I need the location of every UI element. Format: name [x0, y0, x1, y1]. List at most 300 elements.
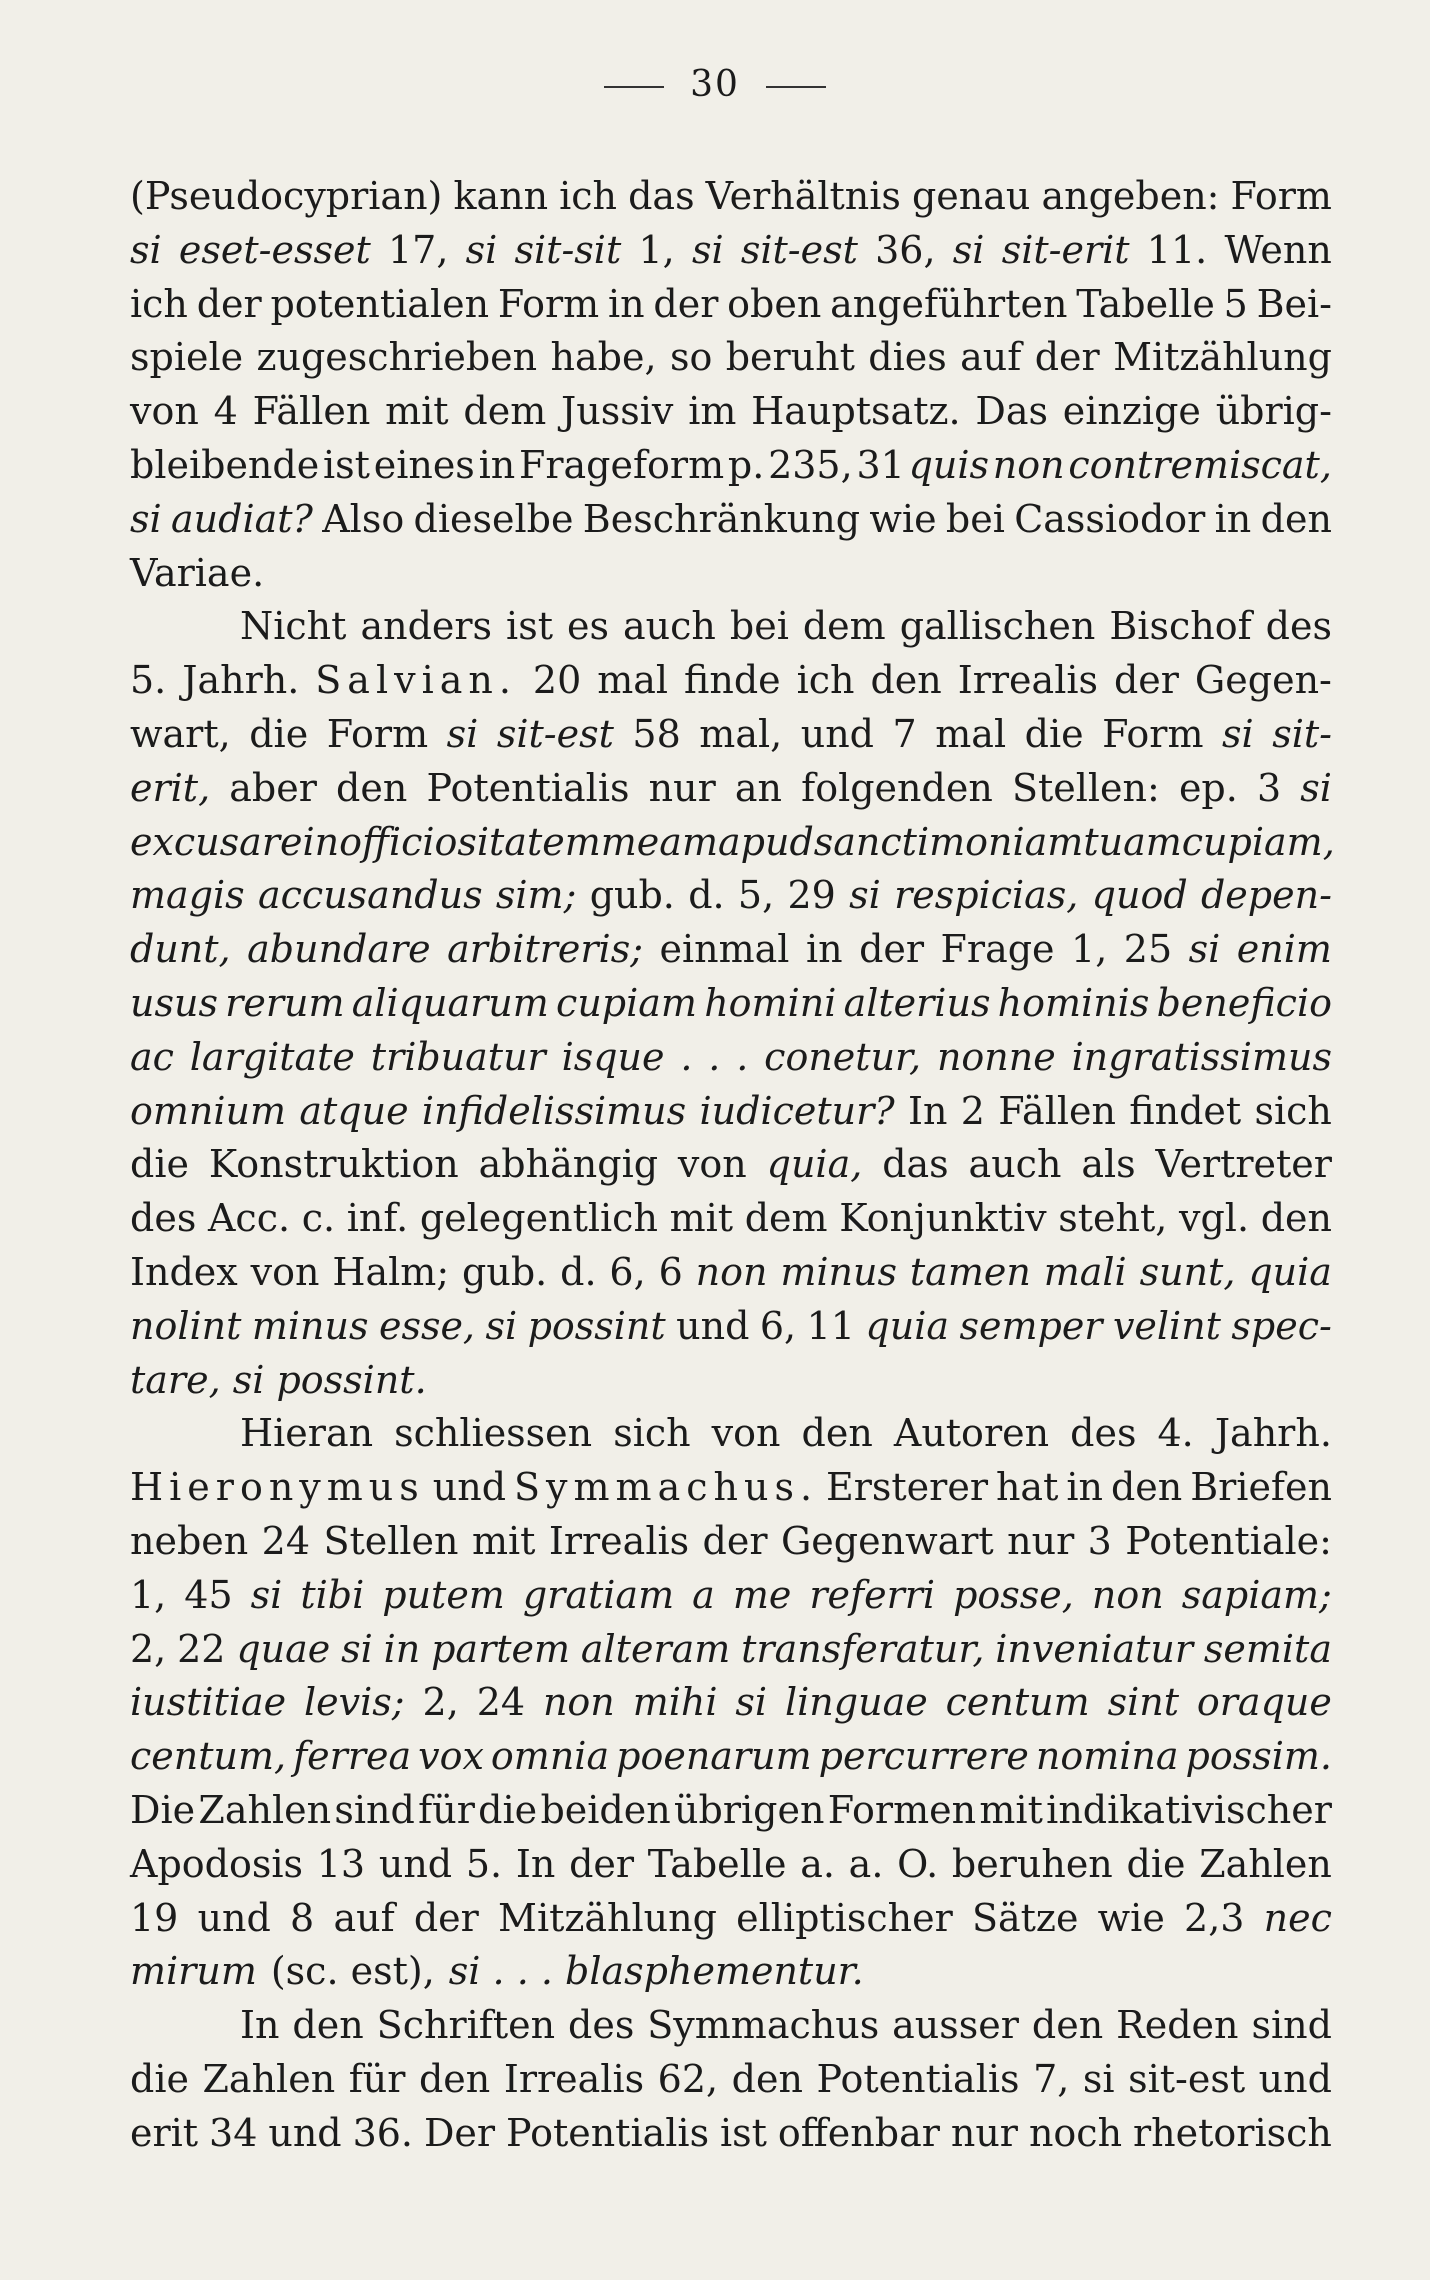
word: Stellen: — [1011, 765, 1160, 810]
word: mit — [669, 1196, 734, 1241]
latin-word: spec- — [1231, 1303, 1332, 1348]
word: sich — [1254, 1088, 1332, 1133]
word: nur — [950, 2110, 1018, 2155]
word: Halm; — [332, 1249, 450, 1294]
latin-word: alteram — [580, 1626, 731, 1671]
text-line — [130, 1569, 1332, 1623]
word: ich — [559, 174, 618, 218]
word: mal — [597, 658, 669, 703]
word: 5. — [130, 658, 167, 703]
word: in — [805, 927, 843, 972]
word: Apodosis — [130, 1841, 304, 1886]
text-line — [130, 1945, 1332, 1999]
latin-word: possint — [527, 1303, 666, 1348]
word: Beschränkung — [582, 496, 861, 541]
latin-word: tribuatur — [370, 1034, 546, 1079]
word: der — [859, 927, 925, 972]
latin-word: poenarum — [616, 1734, 812, 1779]
latin-word: non — [542, 1680, 615, 1725]
word: 3 — [1087, 1518, 1112, 1563]
latin-word: erit, — [130, 765, 211, 810]
latin-word: si — [735, 1680, 768, 1725]
latin-word: sit-est — [496, 711, 614, 756]
word: 11. — [1146, 227, 1208, 272]
word: si — [1082, 2056, 1115, 2101]
word: den — [870, 658, 942, 703]
word: wart, — [130, 711, 231, 756]
word: Form — [497, 281, 600, 326]
word: Gegen- — [1194, 658, 1332, 703]
word: kann — [453, 174, 549, 218]
latin-word: centum — [945, 1680, 1090, 1725]
latin-word: quis — [908, 442, 990, 487]
header-dash-left — [604, 86, 664, 88]
word: Potentiale: — [1125, 1518, 1332, 1563]
latin-word: a — [692, 1572, 715, 1617]
word: ist — [323, 442, 370, 487]
latin-word: . — [708, 1034, 721, 1079]
text-line — [130, 331, 1332, 385]
word: und — [197, 1895, 271, 1940]
header-dash-right — [766, 86, 826, 88]
latin-word: hominis — [997, 980, 1150, 1025]
latin-word: arbitreris; — [447, 927, 644, 972]
word: auch — [622, 604, 716, 649]
word: den — [731, 2056, 803, 2101]
latin-word: apud — [717, 819, 814, 864]
word: von — [711, 1411, 781, 1456]
latin-word: eset-esset — [178, 227, 371, 272]
text-line — [130, 1031, 1332, 1085]
latin-word: atque — [299, 1088, 409, 1133]
word: rhetorisch — [1133, 2110, 1332, 2155]
text-line — [130, 816, 1335, 870]
word: schliessen — [394, 1411, 593, 1456]
word: bei — [945, 496, 1005, 541]
latin-word: me — [732, 1572, 792, 1617]
word: der — [569, 1841, 635, 1886]
latin-word: quia, — [766, 1142, 863, 1187]
word: beruhen — [951, 1841, 1113, 1886]
word: 29 — [787, 873, 836, 918]
word: nur — [648, 765, 716, 810]
word: 2 — [960, 1088, 985, 1133]
word: Potentialis — [506, 2110, 710, 2155]
word: der — [702, 1518, 768, 1563]
latin-word: depen- — [1200, 873, 1332, 918]
word: Jahrh. — [1214, 1411, 1332, 1456]
word: genau — [911, 174, 1031, 218]
word: und — [378, 1841, 453, 1886]
word: steht, — [1058, 1196, 1168, 1241]
word: bleibende — [130, 442, 320, 487]
word: Fällen — [252, 389, 371, 434]
latin-word: in — [383, 1626, 421, 1671]
latin-word: omnium — [130, 1088, 287, 1133]
word: in — [607, 281, 645, 326]
word: des — [1265, 604, 1332, 649]
word: 31 — [856, 442, 905, 487]
word: den — [1260, 1196, 1332, 1241]
word: hat — [995, 1465, 1059, 1510]
word: den — [418, 2056, 491, 2101]
word: Bischof — [1109, 604, 1252, 649]
word: c. — [301, 1196, 336, 1241]
word: Stellen — [323, 1518, 459, 1563]
word: 25 — [1123, 927, 1173, 972]
text-line — [130, 1461, 1332, 1515]
latin-word: sit- — [1272, 711, 1332, 756]
latin-word: referri — [809, 1572, 936, 1617]
latin-word: dunt, — [130, 927, 231, 972]
word: Konstruktion — [208, 1142, 459, 1187]
word: Symmachus — [647, 2003, 880, 2048]
latin-word: partem — [431, 1626, 571, 1671]
latin-word: alterius — [843, 980, 991, 1025]
latin-word: sit-est — [740, 227, 858, 272]
word: folgenden — [801, 765, 993, 810]
word: Hieronymus — [130, 1465, 425, 1510]
latin-word: non — [992, 442, 1065, 487]
latin-word: iudicetur? — [699, 1088, 895, 1133]
latin-word: minus — [251, 1303, 369, 1348]
word: Wenn — [1224, 227, 1332, 272]
latin-word: non — [1091, 1572, 1164, 1617]
word: übrig- — [1215, 389, 1332, 434]
word: gub. — [589, 873, 675, 918]
word: neben — [130, 1518, 249, 1563]
latin-word: contremiscat, — [1068, 442, 1332, 487]
text-line — [130, 1138, 1332, 1192]
word: 17, — [387, 227, 449, 272]
word: als — [1081, 1142, 1136, 1187]
text-line — [130, 385, 1332, 439]
word: auch — [968, 1142, 1062, 1187]
word: spiele — [130, 335, 244, 380]
text-line — [130, 1300, 1332, 1354]
latin-word: audiat? — [170, 496, 313, 541]
word: beiden — [540, 1787, 671, 1832]
word: Tabelle — [647, 1841, 787, 1886]
latin-word: beneficio — [1156, 980, 1332, 1025]
text-line — [130, 1407, 1332, 1461]
latin-word: respicias, — [894, 873, 1079, 918]
word: dem — [463, 389, 547, 434]
word: Form — [1102, 711, 1204, 756]
word: zugeschrieben — [256, 335, 538, 380]
word: Mitzählung — [498, 1895, 717, 1940]
text-line — [130, 600, 1332, 654]
latin-word: si . . . blasphementur. — [448, 1949, 864, 1994]
text-line — [130, 224, 1332, 278]
word: 36, — [875, 227, 936, 272]
word: Die — [130, 1787, 196, 1832]
word: bei — [729, 604, 789, 649]
word: den — [1031, 2003, 1104, 2048]
latin-word: aliquarum — [351, 980, 549, 1025]
word: 5, — [737, 873, 775, 918]
word: übrigen — [674, 1787, 825, 1832]
word: Frageform — [518, 442, 725, 487]
word: Irrealis — [957, 658, 1099, 703]
word: den — [1110, 1465, 1183, 1510]
word: mit — [385, 389, 449, 434]
word: und — [676, 1303, 750, 1348]
word: Form — [1230, 174, 1332, 218]
word: (Pseudocyprian) — [130, 174, 443, 218]
latin-word: minus — [780, 1249, 898, 1294]
word: Also — [322, 496, 405, 541]
word: 1, — [130, 1572, 167, 1617]
word: das — [628, 174, 695, 218]
latin-word: nolint — [130, 1303, 242, 1348]
latin-word: nec — [1263, 1895, 1332, 1940]
word: 2,3 — [1184, 1895, 1245, 1940]
word: 1, — [638, 227, 675, 272]
latin-word: si — [485, 1303, 518, 1348]
word: finde — [684, 658, 781, 703]
word: 1, — [1071, 927, 1108, 972]
word: potentialen — [270, 281, 490, 326]
word: von — [250, 1249, 320, 1294]
word: indikativischer — [1046, 1787, 1332, 1832]
word: Potentialis — [816, 2056, 1020, 2101]
latin-word: sunt, — [1139, 1249, 1236, 1294]
word: Irrealis — [503, 2056, 645, 2101]
text-line — [130, 170, 1332, 224]
latin-word: quia — [865, 1303, 950, 1348]
word: dies — [868, 335, 947, 380]
latin-word: levis; — [304, 1680, 405, 1725]
latin-word: mali — [1043, 1249, 1127, 1294]
word: 235, — [768, 442, 853, 487]
text-line — [130, 869, 1332, 923]
latin-word: si — [1222, 711, 1254, 756]
page-number: 30 — [690, 64, 740, 105]
word: 62, — [657, 2056, 719, 2101]
word: Variae. — [130, 550, 265, 595]
word: In — [515, 1841, 556, 1886]
text-line — [130, 1623, 1332, 1677]
word: der — [196, 281, 262, 326]
word: ep. — [1178, 765, 1238, 810]
body-text — [130, 170, 1335, 2160]
word: Zahlen — [1199, 1841, 1332, 1886]
latin-word: transferatur, — [741, 1626, 985, 1671]
word: 11 — [806, 1303, 855, 1348]
word: 6 — [658, 1249, 683, 1294]
text-line — [130, 2053, 1332, 2107]
word: gelegentlich — [419, 1196, 658, 1241]
latin-word: sapiam; — [1181, 1572, 1332, 1617]
word: Fällen — [998, 1088, 1116, 1133]
word: 4 — [213, 389, 238, 434]
latin-word: . — [736, 1034, 749, 1079]
text-line — [130, 654, 1332, 708]
word: noch — [1028, 2110, 1123, 2155]
word: 8 — [290, 1895, 315, 1940]
word: Jussiv — [561, 389, 674, 434]
word: gallischen — [899, 604, 1096, 649]
latin-word: sint — [1107, 1680, 1179, 1725]
word: so — [669, 335, 713, 380]
word: O. — [897, 1841, 939, 1886]
word: der — [1113, 658, 1179, 703]
latin-word: oraque — [1196, 1680, 1332, 1725]
word: ich — [130, 281, 188, 326]
word: die — [130, 2056, 189, 2101]
word: Irrealis — [548, 1518, 690, 1563]
latin-word: velint — [1112, 1303, 1221, 1348]
word: Schriften — [376, 2003, 556, 2048]
word: oben — [727, 281, 822, 326]
word: 5 — [1223, 281, 1248, 326]
word: Autoren — [893, 1411, 1050, 1456]
text-line — [130, 762, 1332, 816]
latin-word: infidelissimus — [421, 1088, 687, 1133]
text-line — [130, 493, 1332, 547]
latin-word: si — [849, 873, 881, 918]
latin-word: sit-sit — [514, 227, 622, 272]
text-line — [130, 1354, 1332, 1408]
word: mal — [935, 711, 1007, 756]
word: der — [653, 281, 719, 326]
latin-word: gratiam — [522, 1572, 675, 1617]
latin-word: mirum — [130, 1949, 257, 1994]
word: Acc. — [207, 1196, 291, 1241]
latin-word: si — [250, 1572, 283, 1617]
latin-word: rerum — [225, 980, 345, 1025]
latin-word: quia — [1248, 1249, 1332, 1294]
word: Nicht — [240, 604, 347, 649]
word: einmal — [659, 927, 790, 972]
word: findet — [1129, 1088, 1242, 1133]
word: anders — [360, 604, 493, 649]
word: nur — [1007, 1518, 1075, 1563]
word: für — [418, 1787, 475, 1832]
word: 2, — [422, 1680, 459, 1725]
word: das — [882, 1142, 949, 1187]
latin-word: putem — [382, 1572, 505, 1617]
word: Der — [423, 2110, 496, 2155]
word: dem — [802, 604, 886, 649]
latin-word: vox — [418, 1734, 484, 1779]
word: (sc. est), — [270, 1949, 435, 1994]
word: dem — [744, 1196, 828, 1241]
text-line — [130, 977, 1332, 1031]
word: mit — [979, 1787, 1043, 1832]
latin-word: cupiam, — [1181, 819, 1335, 864]
word: habe, — [550, 335, 657, 380]
word: 19 — [130, 1895, 179, 1940]
text-line — [130, 1676, 1332, 1730]
word: Verhältnis — [705, 174, 901, 218]
text-line — [130, 439, 1332, 493]
word: Form — [326, 711, 429, 756]
text-line — [130, 1730, 1332, 1784]
word: Gegenwart — [780, 1518, 994, 1563]
latin-word: quae — [236, 1626, 331, 1671]
word: eines — [373, 442, 475, 487]
word: inf. — [346, 1196, 409, 1241]
word: erit — [130, 2110, 199, 2155]
latin-word: magis — [130, 873, 245, 918]
word: dieselbe — [413, 496, 574, 541]
word: die — [1126, 1841, 1186, 1886]
word: 4. — [1157, 1411, 1194, 1456]
latin-word: si — [691, 227, 724, 272]
word: einzige — [1062, 389, 1201, 434]
text-line — [130, 278, 1332, 332]
word: Vertreter — [1155, 1142, 1332, 1187]
text-line — [130, 1515, 1332, 1569]
word: in — [1214, 496, 1252, 541]
word: Symmachus. — [514, 1465, 819, 1510]
word: und — [268, 2110, 342, 2155]
latin-word: semita — [1203, 1626, 1332, 1671]
word: Jahrh. — [182, 658, 300, 703]
word: 3 — [1256, 765, 1282, 810]
word: an — [734, 765, 783, 810]
latin-word: si — [130, 496, 162, 541]
latin-word: largitate — [189, 1034, 355, 1079]
word: a. — [848, 1841, 884, 1886]
word: gub. — [462, 1249, 548, 1294]
word: Tabelle — [1076, 281, 1215, 326]
word: 6, — [759, 1303, 797, 1348]
latin-word: si — [952, 227, 985, 272]
word: d. — [560, 1249, 597, 1294]
latin-word: tuam — [1083, 819, 1182, 864]
latin-word: tibi — [300, 1572, 365, 1617]
word: des — [568, 2003, 635, 2048]
latin-word: esse, — [378, 1303, 476, 1348]
latin-word: si — [341, 1626, 373, 1671]
word: sind — [1251, 2003, 1332, 2048]
latin-word: . — [680, 1034, 693, 1079]
text-line — [130, 1892, 1332, 1946]
word: auf — [333, 1895, 395, 1940]
latin-word: sanctimoniam — [813, 819, 1084, 864]
word: vgl. — [1179, 1196, 1250, 1241]
word: 34 — [209, 2110, 258, 2155]
word: sich — [613, 1411, 691, 1456]
word: die — [249, 711, 309, 756]
word: für — [348, 2056, 406, 2101]
word: 22 — [177, 1626, 226, 1671]
text-line — [130, 923, 1332, 977]
word: offenbar — [777, 2110, 940, 2155]
word: die — [478, 1787, 538, 1832]
word: Mitzählung — [1113, 335, 1332, 380]
latin-word: excusare — [130, 819, 303, 864]
word: ausser — [892, 2003, 1019, 2048]
word: und — [432, 1465, 507, 1510]
word: 13 — [316, 1841, 366, 1886]
word: Briefen — [1190, 1465, 1332, 1510]
word: In — [907, 1088, 948, 1133]
latin-word: enim — [1236, 927, 1332, 972]
word: in — [1066, 1465, 1103, 1510]
latin-word: si — [1300, 765, 1332, 810]
word: von — [130, 389, 199, 434]
latin-word: meam — [600, 819, 718, 864]
latin-word: ac — [130, 1034, 174, 1079]
text-line — [130, 708, 1332, 762]
latin-word: tare, si possint. — [130, 1357, 427, 1402]
word: 24 — [261, 1518, 311, 1563]
latin-word: nomina — [1035, 1734, 1179, 1779]
